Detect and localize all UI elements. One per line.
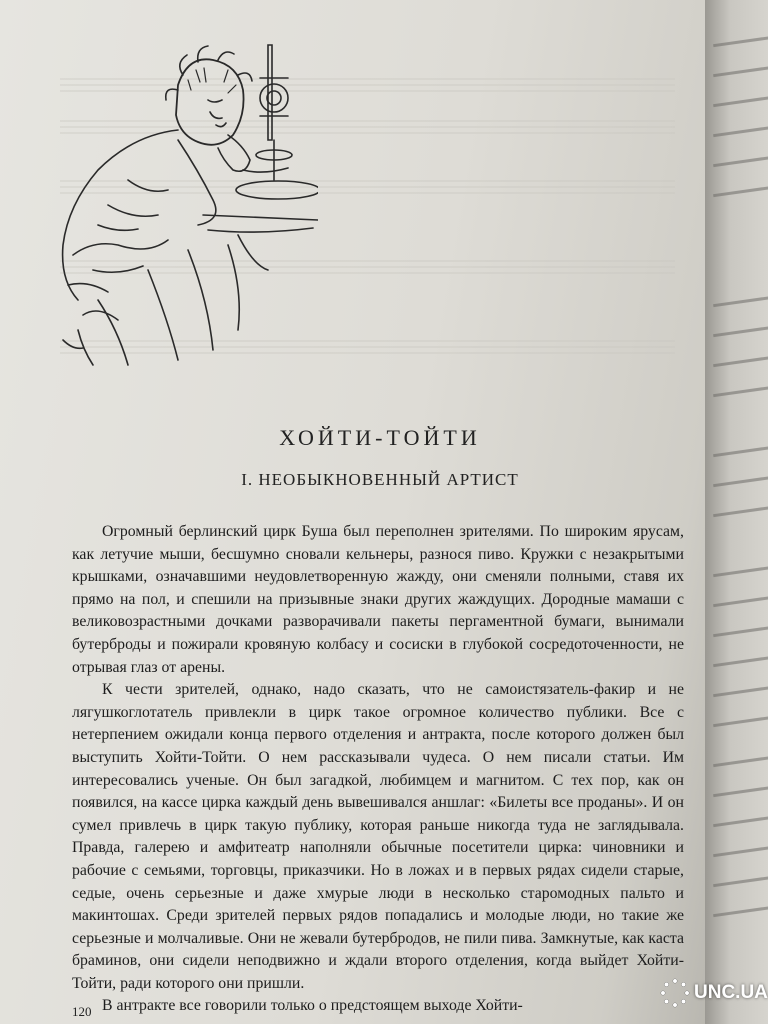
text-line [713,356,768,367]
text-line [713,96,768,107]
text-line [713,476,768,487]
text-line [713,506,768,517]
text-line [713,446,768,457]
text-line [713,626,768,637]
text-line [713,386,768,397]
text-line [713,156,768,167]
text-line [713,36,768,47]
page-number: 120 [72,1004,92,1019]
chapter-body [72,521,684,1018]
watermark [660,968,768,1018]
text-line [713,716,768,727]
book-page-right-edge [705,0,768,1024]
text-line [713,126,768,137]
text-line [713,186,768,197]
paragraph: К чести зрителей, однако, надо сказать, что не самоистязатель-факир и не лягушкоглотатель привлекли в цирк такое огромное количество публики. Все с нетерпением ожидали конца первого отделения и антракта, после которого должен был выступить Хойти-Тойти. О нем рассказывали чудеса. О нем писали статьи. Им интересовались ученые. Он был загадкой, любимцем и магнитом. С тех пор, как он появился, на кассе цирка каждый день вывешивался аншлаг: «Билеты все проданы». И он сумел привлечь в цирк такую публику, которая раньше никогда туда не заглядывала. Правда, галерею и амфитеатр наполняли обычные посетители цирка: чиновники и рабочие с семьями, торговцы, приказчики. Но в ложах и в первых рядах сидели старые, седые, очень серьезные и даже хмурые люди в несколько старомодных пальто и макинтошах. Среди зрителей первых рядов попадались и молодые люди, но такие же серьезные и молчаливые. Они не жевали бутербродов, не пили пива. Замкнутые, как каста браминов, они сидели неподвижно и ждали второго отделения, когда выйдет Хойти-Тойти, ради которого они пришли. [72,681,684,992]
text-line [713,596,768,607]
text-line [713,566,768,577]
watermark-text: UNC.UA [694,982,768,1003]
text-line [713,686,768,697]
text-line [713,906,768,917]
text-line [713,876,768,887]
paragraph: Огромный берлинский цирк Буша был переполнен зрителями. По широким ярусам, как летучие мыши, бесшумно сновали кельнеры, разнося пиво. Кружки с незакрытыми крышками, означавшими неудовлетворенную жажду, они сменяли полными, ставя их прямо на пол, и спешили на призывные знаки других жаждущих. Дородные мамаши с великовозрастными дочками разворачивали пакеты пергаментной бумаги, вынимали бутерброды и пожирали кровяную колбасу и сосиски в глубокой сосредоточенности, не отрывая глаз от арены. [72,523,684,676]
text-line [713,786,768,797]
text-line [713,66,768,77]
text-line [713,656,768,667]
paragraph: В антракте все говорили только о предстоящем выходе Хойти- [102,997,523,1015]
section-title: I. НЕОБЫКНОВЕННЫЙ АРТИСТ [241,470,519,489]
text-line [713,816,768,827]
text-line [713,756,768,767]
star-ring-logo-icon [660,978,690,1008]
text-line [713,296,768,307]
text-line [713,326,768,337]
man-with-microscope-illustration [38,30,318,370]
chapter-title: ХОЙТИ-ТОЙТИ [279,425,481,450]
text-line [713,846,768,857]
